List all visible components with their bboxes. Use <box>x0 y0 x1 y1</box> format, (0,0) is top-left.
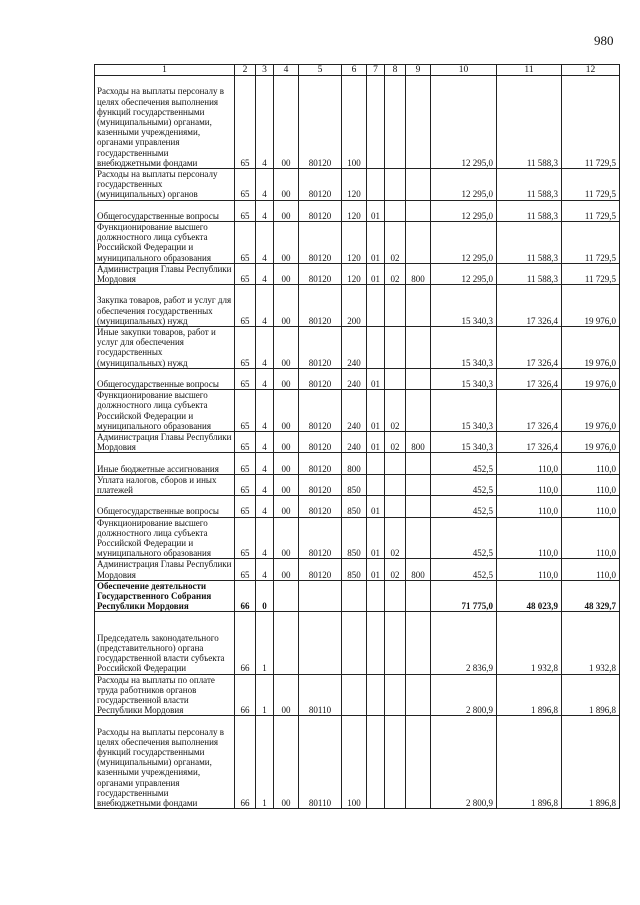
code-col-8 <box>385 716 406 809</box>
code-col-5: 80120 <box>299 517 342 559</box>
amount-col-12: 48 329,7 <box>562 580 620 612</box>
row-name: Закупка товаров, работ и услуг для обеспечения государственных (муниципальных) нужд <box>95 285 235 327</box>
code-col-2: 65 <box>235 453 256 474</box>
row-name: Обеспечение деятельности Государственного Собрания Республики Мордовия <box>95 580 235 612</box>
code-col-9: 800 <box>406 432 431 453</box>
row-name: Иные закупки товаров, работ и услуг для обеспечения государственных (муниципальных) нужд <box>95 327 235 369</box>
code-col-2: 65 <box>235 222 256 264</box>
code-col-5: 80120 <box>299 169 342 201</box>
amount-col-10: 15 340,3 <box>431 432 497 453</box>
code-col-8: 02 <box>385 517 406 559</box>
code-col-9 <box>406 612 431 674</box>
amount-col-12: 110,0 <box>562 517 620 559</box>
amount-col-11: 11 588,3 <box>497 76 562 169</box>
code-col-5 <box>299 612 342 674</box>
code-col-4: 00 <box>274 453 299 474</box>
budget-table <box>94 64 620 809</box>
code-col-7: 01 <box>367 496 385 517</box>
code-col-2: 65 <box>235 263 256 284</box>
code-col-2: 65 <box>235 169 256 201</box>
amount-col-12: 11 729,5 <box>562 222 620 264</box>
code-col-7: 01 <box>367 559 385 580</box>
code-col-8: 02 <box>385 432 406 453</box>
column-header: 6 <box>342 65 367 76</box>
code-col-4: 00 <box>274 368 299 389</box>
code-col-5: 80120 <box>299 327 342 369</box>
code-col-2: 65 <box>235 432 256 453</box>
amount-col-10: 15 340,3 <box>431 390 497 432</box>
code-col-2: 65 <box>235 559 256 580</box>
code-col-4: 00 <box>274 390 299 432</box>
table-row <box>95 559 620 580</box>
amount-col-11: 110,0 <box>497 474 562 495</box>
table-row <box>95 222 620 264</box>
code-col-3: 4 <box>256 453 274 474</box>
amount-col-10: 2 836,9 <box>431 612 497 674</box>
code-col-4: 00 <box>274 496 299 517</box>
code-col-5: 80120 <box>299 432 342 453</box>
amount-col-11: 11 588,3 <box>497 169 562 201</box>
amount-col-10: 452,5 <box>431 496 497 517</box>
code-col-7: 01 <box>367 222 385 264</box>
code-col-7: 01 <box>367 200 385 221</box>
code-col-3: 4 <box>256 496 274 517</box>
code-col-8 <box>385 474 406 495</box>
row-name: Функционирование высшего должностного лица субъекта Российской Федерации и муниципального образования <box>95 222 235 264</box>
code-col-4: 00 <box>274 327 299 369</box>
amount-col-10: 452,5 <box>431 517 497 559</box>
code-col-4: 00 <box>274 222 299 264</box>
code-col-5: 80120 <box>299 390 342 432</box>
amount-col-12: 110,0 <box>562 474 620 495</box>
code-col-2: 65 <box>235 368 256 389</box>
row-name: Администрация Главы Республики Мордовия <box>95 559 235 580</box>
table-row <box>95 263 620 284</box>
code-col-2: 65 <box>235 517 256 559</box>
code-col-6: 850 <box>342 559 367 580</box>
code-col-3: 4 <box>256 368 274 389</box>
header-row <box>95 65 620 76</box>
code-col-9: 800 <box>406 263 431 284</box>
code-col-8 <box>385 76 406 169</box>
code-col-4: 00 <box>274 263 299 284</box>
code-col-5: 80120 <box>299 559 342 580</box>
row-name: Общегосударственные вопросы <box>95 496 235 517</box>
amount-col-12: 110,0 <box>562 453 620 474</box>
amount-col-11: 17 326,4 <box>497 368 562 389</box>
code-col-4 <box>274 612 299 674</box>
code-col-5 <box>299 580 342 612</box>
code-col-5: 80120 <box>299 76 342 169</box>
table-row <box>95 368 620 389</box>
code-col-7: 01 <box>367 390 385 432</box>
code-col-8 <box>385 169 406 201</box>
amount-col-12: 110,0 <box>562 496 620 517</box>
amount-col-11: 110,0 <box>497 517 562 559</box>
code-col-8 <box>385 612 406 674</box>
code-col-8 <box>385 580 406 612</box>
table-row <box>95 390 620 432</box>
amount-col-11: 1 932,8 <box>497 612 562 674</box>
table-row <box>95 327 620 369</box>
amount-col-11: 11 588,3 <box>497 222 562 264</box>
row-name: Уплата налогов, сборов и иных платежей <box>95 474 235 495</box>
code-col-2: 66 <box>235 716 256 809</box>
code-col-7 <box>367 76 385 169</box>
code-col-3: 4 <box>256 222 274 264</box>
code-col-3: 4 <box>256 327 274 369</box>
code-col-2: 66 <box>235 612 256 674</box>
code-col-3: 4 <box>256 285 274 327</box>
row-name: Администрация Главы Республики Мордовия <box>95 263 235 284</box>
code-col-8: 02 <box>385 263 406 284</box>
code-col-6: 240 <box>342 432 367 453</box>
code-col-9 <box>406 716 431 809</box>
amount-col-11: 1 896,8 <box>497 674 562 716</box>
code-col-8: 02 <box>385 390 406 432</box>
code-col-2: 65 <box>235 496 256 517</box>
code-col-3: 4 <box>256 390 274 432</box>
code-col-7 <box>367 169 385 201</box>
amount-col-11: 11 588,3 <box>497 263 562 284</box>
amount-col-12: 1 896,8 <box>562 674 620 716</box>
code-col-3: 1 <box>256 674 274 716</box>
column-header: 12 <box>562 65 620 76</box>
row-name: Председатель законодательного (представительного) органа государственной власти субъекта Российской Федерации <box>95 612 235 674</box>
table-row <box>95 612 620 674</box>
code-col-4 <box>274 580 299 612</box>
column-header: 4 <box>274 65 299 76</box>
code-col-5: 80110 <box>299 716 342 809</box>
code-col-4: 00 <box>274 559 299 580</box>
code-col-6: 200 <box>342 285 367 327</box>
amount-col-11: 48 023,9 <box>497 580 562 612</box>
code-col-3: 4 <box>256 559 274 580</box>
column-header: 1 <box>95 65 235 76</box>
amount-col-11: 1 896,8 <box>497 716 562 809</box>
amount-col-10: 452,5 <box>431 474 497 495</box>
code-col-2: 65 <box>235 474 256 495</box>
code-col-8 <box>385 453 406 474</box>
table-row <box>95 517 620 559</box>
page-number: 980 <box>594 33 614 48</box>
amount-col-12: 19 976,0 <box>562 390 620 432</box>
code-col-5: 80120 <box>299 453 342 474</box>
row-name: Функционирование высшего должностного лица субъекта Российской Федерации и муниципального образования <box>95 517 235 559</box>
code-col-7 <box>367 612 385 674</box>
code-col-7 <box>367 674 385 716</box>
row-name: Функционирование высшего должностного лица субъекта Российской Федерации и муниципального образования <box>95 390 235 432</box>
code-col-9 <box>406 496 431 517</box>
code-col-5: 80120 <box>299 263 342 284</box>
code-col-6: 850 <box>342 496 367 517</box>
amount-col-12: 19 976,0 <box>562 285 620 327</box>
code-col-9 <box>406 76 431 169</box>
code-col-8 <box>385 496 406 517</box>
code-col-7: 01 <box>367 263 385 284</box>
column-header: 7 <box>367 65 385 76</box>
code-col-7 <box>367 580 385 612</box>
code-col-8 <box>385 327 406 369</box>
code-col-4: 00 <box>274 517 299 559</box>
table-row <box>95 453 620 474</box>
code-col-6: 850 <box>342 517 367 559</box>
code-col-5: 80110 <box>299 674 342 716</box>
amount-col-11: 110,0 <box>497 496 562 517</box>
code-col-7 <box>367 474 385 495</box>
amount-col-12: 1 896,8 <box>562 716 620 809</box>
amount-col-12: 11 729,5 <box>562 76 620 169</box>
code-col-7 <box>367 327 385 369</box>
code-col-8: 02 <box>385 559 406 580</box>
column-header: 11 <box>497 65 562 76</box>
code-col-4: 00 <box>274 76 299 169</box>
code-col-2: 65 <box>235 390 256 432</box>
code-col-4: 00 <box>274 200 299 221</box>
code-col-3: 0 <box>256 580 274 612</box>
amount-col-10: 12 295,0 <box>431 169 497 201</box>
column-header: 10 <box>431 65 497 76</box>
code-col-6: 240 <box>342 390 367 432</box>
amount-col-12: 110,0 <box>562 559 620 580</box>
amount-col-10: 12 295,0 <box>431 263 497 284</box>
table-row <box>95 169 620 201</box>
amount-col-12: 19 976,0 <box>562 327 620 369</box>
amount-col-10: 12 295,0 <box>431 222 497 264</box>
code-col-6 <box>342 674 367 716</box>
code-col-9 <box>406 368 431 389</box>
table-row <box>95 285 620 327</box>
code-col-7 <box>367 453 385 474</box>
code-col-9 <box>406 285 431 327</box>
code-col-6: 240 <box>342 368 367 389</box>
table-row <box>95 76 620 169</box>
table-row <box>95 474 620 495</box>
code-col-4: 00 <box>274 474 299 495</box>
code-col-9 <box>406 580 431 612</box>
code-col-9 <box>406 517 431 559</box>
code-col-8 <box>385 368 406 389</box>
code-col-9 <box>406 674 431 716</box>
code-col-3: 4 <box>256 474 274 495</box>
table-row <box>95 716 620 809</box>
code-col-2: 66 <box>235 674 256 716</box>
table-row <box>95 496 620 517</box>
amount-col-10: 2 800,9 <box>431 716 497 809</box>
code-col-2: 65 <box>235 76 256 169</box>
code-col-8 <box>385 674 406 716</box>
row-name: Расходы на выплаты персоналу в целях обеспечения выполнения функций государственными (муниципальными) органами, казенными учреждениями, органами управления государственными внебюджетными фондами <box>95 716 235 809</box>
amount-col-10: 15 340,3 <box>431 327 497 369</box>
amount-col-12: 1 932,8 <box>562 612 620 674</box>
amount-col-11: 17 326,4 <box>497 432 562 453</box>
code-col-6: 120 <box>342 263 367 284</box>
code-col-5: 80120 <box>299 200 342 221</box>
row-name: Расходы на выплаты персоналу в целях обеспечения выполнения функций государственными (муниципальными) органами, казенными учреждениями, органами управления государственными внебюджетными фондами <box>95 76 235 169</box>
column-header: 2 <box>235 65 256 76</box>
amount-col-10: 2 800,9 <box>431 674 497 716</box>
code-col-6 <box>342 612 367 674</box>
table-row <box>95 432 620 453</box>
row-name: Общегосударственные вопросы <box>95 200 235 221</box>
code-col-9 <box>406 169 431 201</box>
code-col-3: 4 <box>256 200 274 221</box>
code-col-4: 00 <box>274 169 299 201</box>
amount-col-11: 17 326,4 <box>497 327 562 369</box>
code-col-9 <box>406 327 431 369</box>
amount-col-10: 12 295,0 <box>431 76 497 169</box>
row-name: Расходы на выплаты по оплате труда работников органов государственной власти Республики Мордовия <box>95 674 235 716</box>
code-col-9 <box>406 200 431 221</box>
amount-col-11: 17 326,4 <box>497 285 562 327</box>
code-col-6: 240 <box>342 327 367 369</box>
code-col-7: 01 <box>367 517 385 559</box>
code-col-5: 80120 <box>299 285 342 327</box>
table-row <box>95 580 620 612</box>
code-col-9 <box>406 390 431 432</box>
code-col-6: 100 <box>342 716 367 809</box>
code-col-9 <box>406 474 431 495</box>
amount-col-10: 15 340,3 <box>431 285 497 327</box>
column-header: 3 <box>256 65 274 76</box>
code-col-6: 850 <box>342 474 367 495</box>
row-name: Расходы на выплаты персоналу государственных (муниципальных) органов <box>95 169 235 201</box>
amount-col-10: 15 340,3 <box>431 368 497 389</box>
code-col-7: 01 <box>367 368 385 389</box>
amount-col-12: 19 976,0 <box>562 368 620 389</box>
code-col-2: 65 <box>235 200 256 221</box>
code-col-4: 00 <box>274 285 299 327</box>
code-col-7: 01 <box>367 432 385 453</box>
amount-col-12: 11 729,5 <box>562 263 620 284</box>
code-col-2: 65 <box>235 327 256 369</box>
amount-col-12: 19 976,0 <box>562 432 620 453</box>
code-col-3: 4 <box>256 263 274 284</box>
code-col-8: 02 <box>385 222 406 264</box>
code-col-3: 4 <box>256 517 274 559</box>
amount-col-10: 452,5 <box>431 559 497 580</box>
code-col-4: 00 <box>274 716 299 809</box>
code-col-3: 1 <box>256 716 274 809</box>
code-col-6 <box>342 580 367 612</box>
code-col-6: 100 <box>342 76 367 169</box>
code-col-9 <box>406 222 431 264</box>
amount-col-10: 12 295,0 <box>431 200 497 221</box>
amount-col-12: 11 729,5 <box>562 169 620 201</box>
code-col-4: 00 <box>274 432 299 453</box>
code-col-3: 4 <box>256 76 274 169</box>
row-name: Администрация Главы Республики Мордовия <box>95 432 235 453</box>
code-col-9 <box>406 453 431 474</box>
code-col-5: 80120 <box>299 222 342 264</box>
code-col-4: 00 <box>274 674 299 716</box>
amount-col-12: 11 729,5 <box>562 200 620 221</box>
table-row <box>95 674 620 716</box>
table-body <box>95 76 620 809</box>
code-col-3: 4 <box>256 169 274 201</box>
amount-col-11: 110,0 <box>497 559 562 580</box>
amount-col-10: 71 775,0 <box>431 580 497 612</box>
code-col-6: 120 <box>342 200 367 221</box>
amount-col-10: 452,5 <box>431 453 497 474</box>
code-col-2: 65 <box>235 285 256 327</box>
code-col-3: 1 <box>256 612 274 674</box>
code-col-7 <box>367 716 385 809</box>
row-name: Иные бюджетные ассигнования <box>95 453 235 474</box>
table-row <box>95 200 620 221</box>
column-header: 5 <box>299 65 342 76</box>
code-col-5: 80120 <box>299 474 342 495</box>
code-col-6: 800 <box>342 453 367 474</box>
amount-col-11: 17 326,4 <box>497 390 562 432</box>
column-header: 8 <box>385 65 406 76</box>
code-col-2: 66 <box>235 580 256 612</box>
code-col-7 <box>367 285 385 327</box>
column-header: 9 <box>406 65 431 76</box>
code-col-9: 800 <box>406 559 431 580</box>
amount-col-11: 110,0 <box>497 453 562 474</box>
amount-col-11: 11 588,3 <box>497 200 562 221</box>
code-col-3: 4 <box>256 432 274 453</box>
row-name: Общегосударственные вопросы <box>95 368 235 389</box>
code-col-5: 80120 <box>299 368 342 389</box>
code-col-8 <box>385 285 406 327</box>
code-col-8 <box>385 200 406 221</box>
code-col-6: 120 <box>342 222 367 264</box>
code-col-5: 80120 <box>299 496 342 517</box>
code-col-6: 120 <box>342 169 367 201</box>
